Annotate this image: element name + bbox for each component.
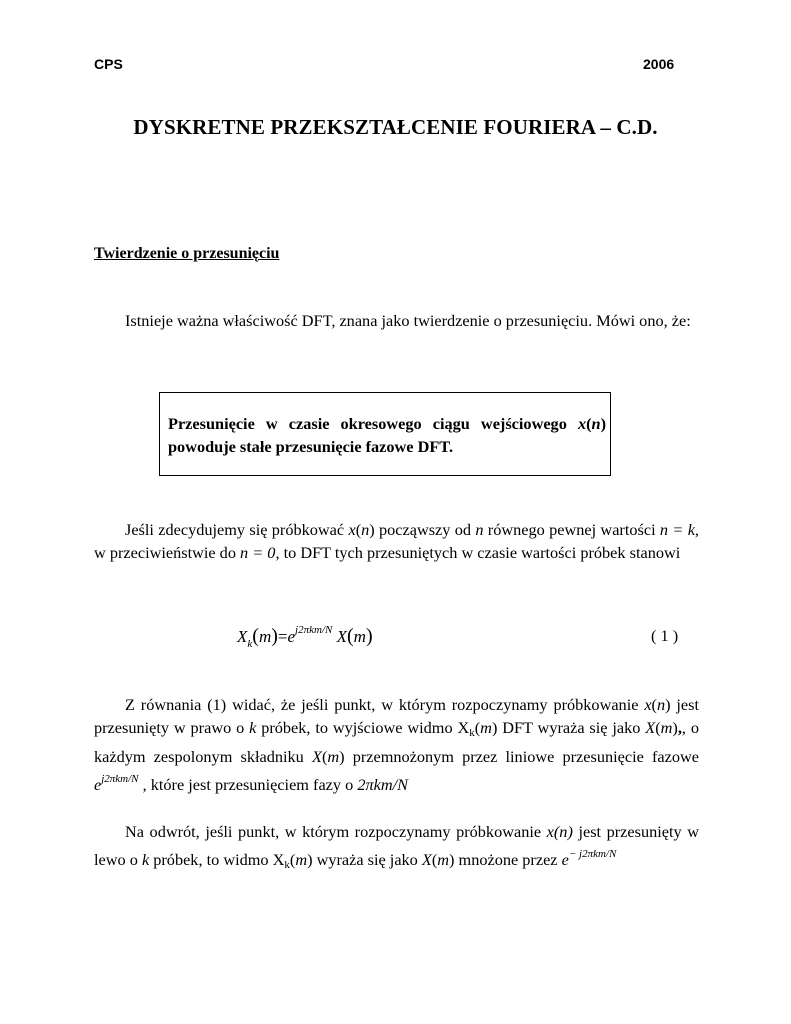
paragraph-left-shift: Na odwrót, jeśli punkt, w którym rozpoczynamy próbkowanie x(n) jest przesunięty w lewo o k próbek, to widmo Xk(m) wyraża się jako X(m) mnożone przez $e^{- j2\pi km/N}$ (94, 822, 699, 871)
theorem-text: Przesunięcie w czasie okresowego ciągu wejściowego x(n) powoduje stałe przesunięcie fazowe DFT. (168, 414, 606, 456)
paragraph-right-shift: Z równania (1) widać, że jeśli punkt, w którym rozpoczynamy próbkowanie x(n) jest przesunięty w prawo o k próbek, to wyjściowe widmo Xk(m) DFT wyraża się jako X(m),, o każdym zespolonym składniku X(m) przemnożonym przez liniowe przesunięcie fazowe $e^{j2\pi km/N}$ , które jest przesunięciem fazy o 2πkm/N (94, 695, 700, 794)
equation-shift: $X_k(m)=e^{j2\pi km/N}$ X(m) (237, 624, 373, 650)
theorem-box (159, 392, 611, 476)
equation-number: ( 1 ) (651, 626, 679, 645)
paragraph-sampling: Jeśli zdecydujemy się próbkować x(n) począwszy od n równego pewnej wartości n = k, w przeciwieństwie do n = 0, to DFT tych przesuniętych w czasie wartości próbek stanowi (94, 520, 699, 562)
header-left: CPS (94, 56, 123, 72)
header-right: 2006 (643, 56, 675, 72)
paragraph-intro: Istnieje ważna właściwość DFT, znana jako twierdzenie o przesunięciu. Mówi ono, że: (125, 311, 691, 330)
section-heading: Twierdzenie o przesunięciu (94, 245, 280, 262)
page-title: DYSKRETNE PRZEKSZTAŁCENIE FOURIERA – C.D. (133, 115, 658, 139)
